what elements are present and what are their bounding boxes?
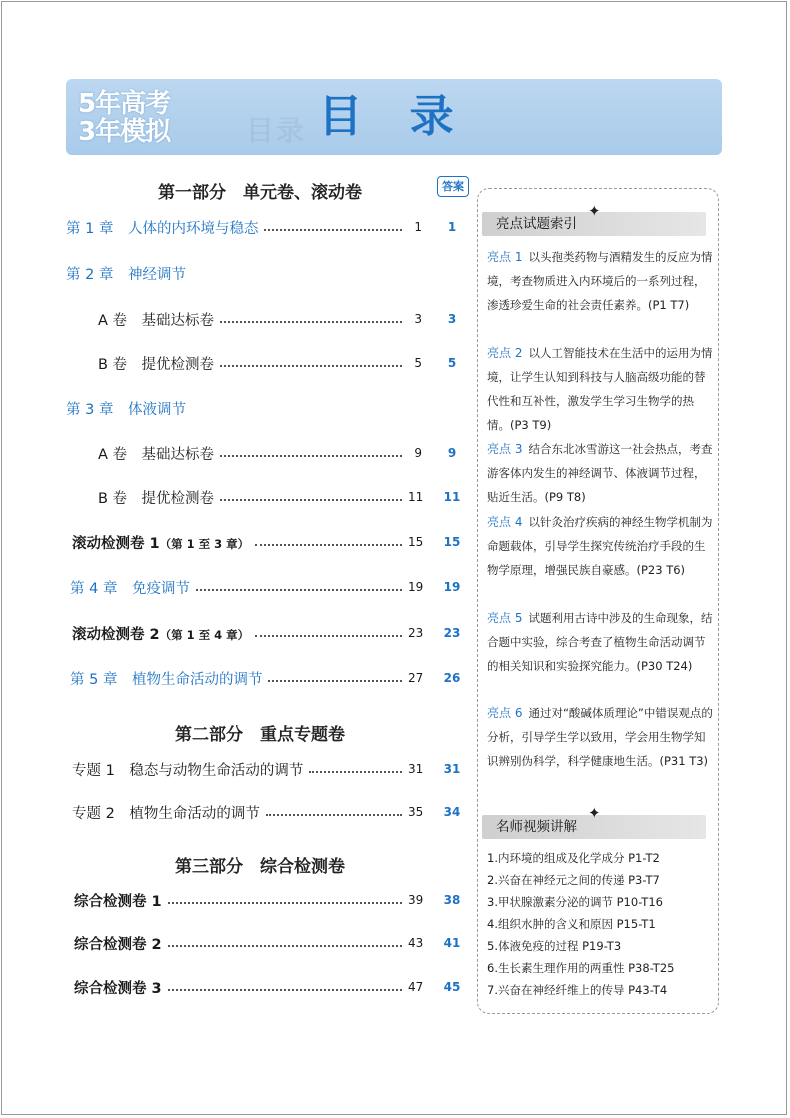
leader-dots <box>264 229 402 231</box>
highlight-tag: 亮点 6 <box>487 706 523 720</box>
toc-answer[interactable]: 23 <box>443 626 461 640</box>
part-1-title: 第一部分 单元卷、滚动卷 <box>158 183 362 203</box>
toc-row-topic-2[interactable] <box>72 801 422 823</box>
leader-dots <box>168 902 402 904</box>
toc-label: 专题 1 稳态与动物生命活动的调节 <box>72 762 304 779</box>
toc-row-comp-3[interactable] <box>74 976 422 998</box>
toc-row-comp-1[interactable] <box>74 889 422 911</box>
leader-dots <box>220 499 402 501</box>
toc-label: 专题 2 植物生命活动的调节 <box>72 805 260 822</box>
toc-page: 39 <box>408 893 424 907</box>
toc-row-topic-1[interactable] <box>72 758 422 780</box>
highlight-tag: 亮点 1 <box>487 250 523 264</box>
toc-page: 1 <box>414 220 422 234</box>
video-item[interactable]: 4.组织水肿的含义和原因 P15-T1 <box>487 917 656 931</box>
toc-answer[interactable]: 45 <box>443 980 461 994</box>
toc-label-range: （第 1 至 3 章） <box>159 536 250 551</box>
highlight-text: 以人工智能技术在生活中的运用为情境，让学生认知到科技与人脑高级功能的替代性和互补性，激发学生学习生物学的热情。(P3 T9) <box>487 346 713 432</box>
video-item[interactable]: 1.内环境的组成及化学成分 P1-T2 <box>487 851 660 865</box>
leader-dots <box>220 455 402 457</box>
highlight-text: 结合东北冰雪游这一社会热点，考查游客体内发生的神经调节、体液调节过程，贴近生活。(P9 T8) <box>487 442 713 504</box>
toc-answer[interactable]: 41 <box>443 936 461 950</box>
toc-row-ch4[interactable] <box>70 576 422 598</box>
leader-dots <box>220 365 402 367</box>
video-item[interactable]: 6.生长素生理作用的两重性 P38-T25 <box>487 961 675 975</box>
toc-page: 23 <box>408 626 424 640</box>
toc-label: 第 2 章 神经调节 <box>66 266 186 283</box>
leader-dots <box>168 989 402 991</box>
leader-dots <box>168 945 402 947</box>
toc-label: A 卷 基础达标卷 <box>98 446 215 463</box>
toc-page: 47 <box>408 980 424 994</box>
leader-dots <box>268 680 402 682</box>
leader-dots <box>220 321 402 323</box>
highlight-text: 通过对“酸碱体质理论”中错误观点的分析，引导学生学以致用，学会用生物学知识辨别伪科学，科学健康地生活。(P31 T3) <box>487 706 713 768</box>
video-item[interactable]: 3.甲状腺激素分泌的调节 P10-T16 <box>487 895 663 909</box>
toc-row-ch2[interactable] <box>66 262 422 284</box>
toc-label: 综合检测卷 1 <box>74 893 162 910</box>
toc-answer[interactable]: 11 <box>443 490 461 504</box>
toc-label: B 卷 提优检测卷 <box>98 490 215 507</box>
toc-answer[interactable]: 3 <box>447 312 457 326</box>
toc-page: 15 <box>408 535 424 549</box>
leader-dots <box>196 589 402 591</box>
answer-column-badge: 答案 <box>437 176 469 197</box>
video-item[interactable]: 7.兴奋在神经纤维上的传导 P43-T4 <box>487 983 668 997</box>
highlights-heading: 亮点试题索引 <box>482 212 706 236</box>
highlight-item[interactable] <box>487 701 715 773</box>
highlight-item[interactable] <box>487 437 715 509</box>
toc-label: A 卷 基础达标卷 <box>98 312 215 329</box>
toc-page: 11 <box>408 490 424 504</box>
highlight-text: 以头孢类药物与酒精发生的反应为情境，考查物质进入内环境后的一系列过程，渗透珍爱生命的社会责任素养。(P1 T7) <box>487 250 713 312</box>
toc-label-range: （第 1 至 4 章） <box>159 627 250 642</box>
toc-label: 第 1 章 人体的内环境与稳态 <box>66 220 259 237</box>
toc-row-ch2-a[interactable] <box>98 308 422 330</box>
toc-row-rolling-1[interactable] <box>72 531 422 553</box>
toc-row-ch3-b[interactable] <box>98 486 422 508</box>
sparkle-icon: ✦ <box>588 202 601 220</box>
leader-dots <box>266 814 402 816</box>
video-item[interactable]: 5.体液免疫的过程 P19-T3 <box>487 939 622 953</box>
toc-page: 5 <box>414 356 422 370</box>
toc-answer[interactable]: 19 <box>443 580 461 594</box>
video-list <box>487 847 715 1001</box>
page-title: 目 录 <box>318 91 470 142</box>
toc-answer[interactable]: 9 <box>447 446 457 460</box>
leader-dots <box>255 635 402 637</box>
toc-answer[interactable]: 31 <box>443 762 461 776</box>
header-banner <box>66 79 722 155</box>
toc-row-ch1[interactable] <box>66 216 422 238</box>
part-2-title: 第二部分 重点专题卷 <box>175 725 345 745</box>
toc-label: 综合检测卷 2 <box>74 936 162 953</box>
toc-row-ch5[interactable] <box>70 667 422 689</box>
toc-page: 31 <box>408 762 424 776</box>
toc-label <box>72 532 249 553</box>
toc-row-comp-2[interactable] <box>74 932 422 954</box>
toc-answer[interactable]: 15 <box>443 535 461 549</box>
leader-dots <box>309 771 402 773</box>
highlight-item[interactable] <box>487 341 715 437</box>
toc-page: 19 <box>408 580 424 594</box>
leader-dots <box>255 544 402 546</box>
highlight-text: 以针灸治疗疾病的神经生物学机制为命题载体，引导学生探究传统治疗手段的生物学原理，增强民族自豪感。(P23 T6) <box>487 515 713 577</box>
highlight-tag: 亮点 5 <box>487 611 523 625</box>
videos-heading: 名师视频讲解 <box>482 815 706 839</box>
toc-answer[interactable]: 5 <box>447 356 457 370</box>
part-3-title: 第三部分 综合检测卷 <box>175 857 345 877</box>
toc-page: 3 <box>414 312 422 326</box>
highlight-tag: 亮点 4 <box>487 515 523 529</box>
logo-line-2: 3年模拟 <box>78 117 171 147</box>
video-item[interactable]: 2.兴奋在神经元之间的传递 P3-T7 <box>487 873 660 887</box>
toc-answer[interactable]: 26 <box>443 671 461 685</box>
highlight-text: 试题利用古诗中涉及的生命现象，结合题中实验，综合考查了植物生命活动调节的相关知识和实验探究能力。(P30 T24) <box>487 611 713 673</box>
toc-answer[interactable]: 34 <box>443 805 461 819</box>
toc-answer[interactable]: 38 <box>443 893 461 907</box>
toc-row-ch3[interactable] <box>66 397 422 419</box>
highlight-item[interactable] <box>487 245 715 317</box>
highlight-tag: 亮点 2 <box>487 346 523 360</box>
toc-label-main: 滚动检测卷 2 <box>72 626 160 643</box>
highlight-item[interactable] <box>487 510 715 582</box>
toc-label <box>72 623 249 644</box>
banner-watermark: 目录 <box>246 114 307 147</box>
highlight-tag: 亮点 3 <box>487 442 523 456</box>
toc-row-ch3-a[interactable] <box>98 442 422 464</box>
toc-page: 9 <box>414 446 422 460</box>
highlight-item[interactable] <box>487 606 715 678</box>
toc-page: 43 <box>408 936 424 950</box>
toc-page: 27 <box>408 671 424 685</box>
toc-row-ch2-b[interactable] <box>98 352 422 374</box>
toc-page: 35 <box>408 805 424 819</box>
toc-row-rolling-2[interactable] <box>72 622 422 644</box>
toc-label-main: 滚动检测卷 1 <box>72 535 160 552</box>
sparkle-icon: ✦ <box>588 804 601 822</box>
toc-label: 第 5 章 植物生命活动的调节 <box>70 671 263 688</box>
toc-label: 第 4 章 免疫调节 <box>70 580 190 597</box>
toc-answer[interactable]: 1 <box>447 220 457 234</box>
logo-line-1: 5年高考 <box>78 89 171 119</box>
toc-label: B 卷 提优检测卷 <box>98 356 215 373</box>
toc-label: 综合检测卷 3 <box>74 980 162 997</box>
toc-label: 第 3 章 体液调节 <box>66 401 186 418</box>
